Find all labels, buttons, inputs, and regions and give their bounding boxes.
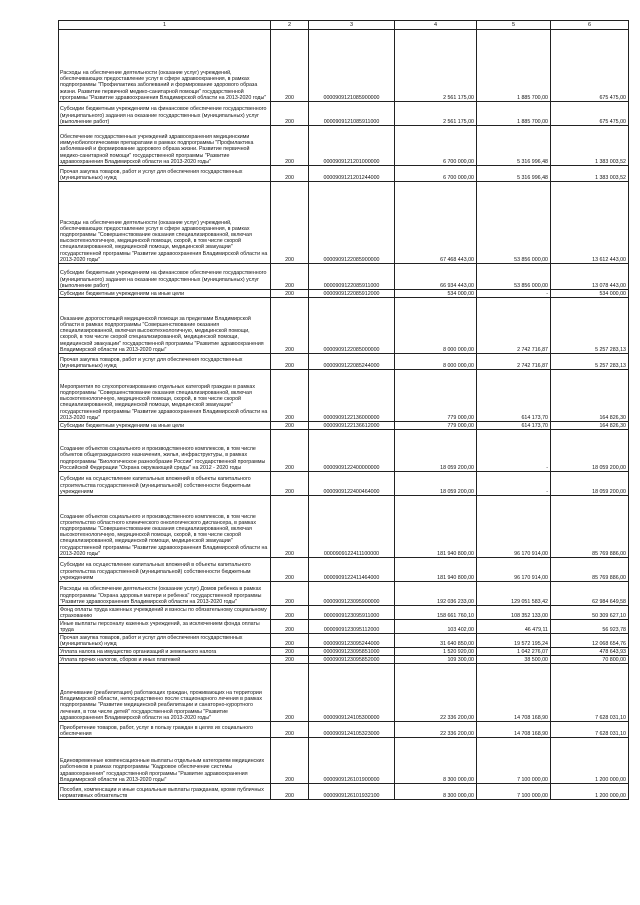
row-description: Расходы на обеспечение деятельности (оказание услуг) учреждений, обеспечивающих предоставление услуг в сфере здравоохранения, в рамках подпрограммы "Совершенствование оказания специализированной, включая высокотехнологичную, медицинской помощи, скорой, в том числе скорой специализированной, медицинской помощи, медицинской эвакуации" государственной программы "Развитие здравоохранения Владимирской области на 2013-2020 годы"	[59, 182, 271, 264]
row-unexecuted-amount: 164 826,30	[551, 422, 629, 430]
row-budget-classification-code: 0000909126101900000	[309, 738, 395, 784]
row-description: Прочая закупка товаров, работ и услуг для обеспечения государственных (муниципальных) нужд	[59, 634, 271, 648]
table-row	[59, 634, 629, 648]
row-budget-classification-code: 0000909123095244000	[309, 634, 395, 648]
table-row	[59, 30, 629, 102]
row-unexecuted-amount: 5 257 283,13	[551, 298, 629, 354]
table-row	[59, 496, 629, 558]
row-code-line: 200	[271, 634, 309, 648]
table-row	[59, 558, 629, 582]
table-row	[59, 722, 629, 738]
row-budget-classification-code: 0000909123095911000	[309, 606, 395, 620]
row-unexecuted-amount: 534 000,00	[551, 290, 629, 298]
row-executed-amount: 614 173,70	[477, 422, 551, 430]
row-description: Субсидии на осуществление капитальных вложений в объекты капитального строительства государственной (муниципальной) собственности бюджетным учреждениям	[59, 558, 271, 582]
row-approved-amount: 158 661 760,10	[395, 606, 477, 620]
row-executed-amount: 53 856 000,00	[477, 182, 551, 264]
row-description: Субсидии бюджетным учреждениям на иные цели	[59, 290, 271, 298]
row-approved-amount: 181 940 800,00	[395, 558, 477, 582]
header-cell-6: 6	[551, 21, 629, 30]
row-code-line: 200	[271, 620, 309, 634]
row-approved-amount: 192 036 233,00	[395, 582, 477, 606]
table-row	[59, 620, 629, 634]
row-budget-classification-code: 0000909124105323000	[309, 722, 395, 738]
table-row	[59, 126, 629, 166]
row-executed-amount: 2 742 716,87	[477, 298, 551, 354]
row-executed-amount: 1 042 276,07	[477, 648, 551, 656]
row-code-line: 200	[271, 648, 309, 656]
row-executed-amount: -	[477, 290, 551, 298]
row-approved-amount: 67 468 443,00	[395, 182, 477, 264]
row-executed-amount: 7 100 000,00	[477, 738, 551, 784]
row-budget-classification-code: 0000909123095112000	[309, 620, 395, 634]
row-executed-amount: 614 173,70	[477, 370, 551, 422]
row-approved-amount: 2 561 175,00	[395, 102, 477, 126]
row-approved-amount: 2 561 175,00	[395, 30, 477, 102]
row-unexecuted-amount: 1 200 000,00	[551, 784, 629, 800]
row-budget-classification-code: 0000909122085900000	[309, 182, 395, 264]
row-approved-amount: 31 640 850,00	[395, 634, 477, 648]
row-budget-classification-code: 0000909121085911000	[309, 102, 395, 126]
row-code-line: 200	[271, 166, 309, 182]
row-code-line: 200	[271, 472, 309, 496]
row-description: Субсидии бюджетным учреждениям на финансовое обеспечение государственного (муниципального) задания на оказание государственных (муниципальных) услуг (выполнение работ)	[59, 102, 271, 126]
row-code-line: 200	[271, 182, 309, 264]
table-row	[59, 182, 629, 264]
row-approved-amount: 534 000,00	[395, 290, 477, 298]
table-row	[59, 648, 629, 656]
table-row	[59, 472, 629, 496]
row-approved-amount: 109 300,00	[395, 656, 477, 664]
row-budget-classification-code: 0000909122085000000	[309, 298, 395, 354]
row-executed-amount: 38 500,00	[477, 656, 551, 664]
row-unexecuted-amount: 675 475,00	[551, 102, 629, 126]
row-approved-amount: 18 059 200,00	[395, 430, 477, 472]
row-budget-classification-code: 0000909121201244000	[309, 166, 395, 182]
row-description: Иные выплаты персоналу казенных учреждений, за исключением фонда оплаты труда	[59, 620, 271, 634]
row-description: Уплата налога на имущество организаций и земельного налога	[59, 648, 271, 656]
row-budget-classification-code: 0000909121085900000	[309, 30, 395, 102]
row-code-line: 200	[271, 722, 309, 738]
row-description: Долечивание (реабилитация) работающих граждан, проживающих на территории Владимирской области, непосредственно после стационарного лечения в рамках подпрограммы "Развитие медицинской реабилитации и санаторно-курортного лечения, в том числе детей" государственной программы "Развитие здравоохранения Владимирской области на 2013-2020 годы"	[59, 664, 271, 722]
row-unexecuted-amount: 7 628 031,10	[551, 722, 629, 738]
row-unexecuted-amount: 1 200 000,00	[551, 738, 629, 784]
table-row	[59, 264, 629, 290]
row-approved-amount: 8 300 000,00	[395, 784, 477, 800]
row-unexecuted-amount: 18 059 200,00	[551, 472, 629, 496]
row-executed-amount: 46 479,11	[477, 620, 551, 634]
row-code-line: 200	[271, 656, 309, 664]
table-body	[59, 21, 629, 800]
row-budget-classification-code: 0000909122411464000	[309, 558, 395, 582]
row-executed-amount: 5 316 996,48	[477, 166, 551, 182]
table-row	[59, 656, 629, 664]
row-unexecuted-amount: 50 309 627,10	[551, 606, 629, 620]
row-description: Прочая закупка товаров, работ и услуг для обеспечения государственных (муниципальных) нужд	[59, 354, 271, 370]
row-budget-classification-code: 0000909123095852000	[309, 656, 395, 664]
table-row	[59, 354, 629, 370]
row-code-line: 200	[271, 370, 309, 422]
row-unexecuted-amount: 62 984 649,58	[551, 582, 629, 606]
row-approved-amount: 18 059 200,00	[395, 472, 477, 496]
row-budget-classification-code: 0000909122085912000	[309, 290, 395, 298]
row-approved-amount: 8 000 000,00	[395, 354, 477, 370]
row-budget-classification-code: 0000909122400464000	[309, 472, 395, 496]
row-executed-amount: 1 885 700,00	[477, 30, 551, 102]
row-description: Субсидии на осуществление капитальных вложений в объекты капитального строительства государственной (муниципальной) собственности бюджетным учреждениям	[59, 472, 271, 496]
row-unexecuted-amount: 164 826,30	[551, 370, 629, 422]
row-description: Мероприятия по слухопротезированию отдельных категорий граждан в рамках подпрограммы "Совершенствование оказания специализированной, включая высокотехнологичную, медицинской помощи, скорой, в том числе скорой специализированной, медицинской помощи, медицинской эвакуации" государственной программы "Развитие здравоохранения Владимирской области на 2013-2020 годы"	[59, 370, 271, 422]
row-budget-classification-code: 0000909122411100000	[309, 496, 395, 558]
header-cell-3: 3	[309, 21, 395, 30]
row-executed-amount: 53 856 000,00	[477, 264, 551, 290]
row-approved-amount: 8 000 000,00	[395, 298, 477, 354]
header-cell-2: 2	[271, 21, 309, 30]
row-executed-amount: 108 352 133,00	[477, 606, 551, 620]
row-code-line: 200	[271, 102, 309, 126]
row-approved-amount: 6 700 000,00	[395, 126, 477, 166]
row-unexecuted-amount: 85 769 886,00	[551, 496, 629, 558]
row-code-line: 200	[271, 290, 309, 298]
row-approved-amount: 779 000,00	[395, 370, 477, 422]
row-description: Единовременные компенсационные выплаты отдельным категориям медицинских работников в рамках подпрограммы "Кадровое обеспечение системы здравоохранения" государственной программы "Развитие здравоохранения Владимирской области на 2013-2020 годы"	[59, 738, 271, 784]
row-budget-classification-code: 0000909122136000000	[309, 370, 395, 422]
row-budget-classification-code: 0000909126101932100	[309, 784, 395, 800]
table-row	[59, 430, 629, 472]
row-approved-amount: 22 336 200,00	[395, 722, 477, 738]
row-description: Приобретение товаров, работ, услуг в пользу граждан в целях их социального обеспечения	[59, 722, 271, 738]
row-description: Субсидии бюджетным учреждениям на финансовое обеспечение государственного (муниципального) задания на оказание государственных (муниципальных) услуг (выполнение работ)	[59, 264, 271, 290]
table-row	[59, 784, 629, 800]
row-code-line: 200	[271, 496, 309, 558]
row-code-line: 200	[271, 738, 309, 784]
row-executed-amount: 5 316 996,48	[477, 126, 551, 166]
header-cell-4: 4	[395, 21, 477, 30]
row-description: Создание объектов социального и производственного комплексов, в том числе объектов общегражданского назначения, жилья, инфраструктуры, в рамках подпрограммы "Биологическое разнообразие России" государственной программы Российской Федерации "Охрана окружающей среды" на 2012 - 2020 годы	[59, 430, 271, 472]
budget-report-page	[58, 20, 628, 800]
row-unexecuted-amount: 1 383 003,52	[551, 166, 629, 182]
row-budget-classification-code: 0000909122085244000	[309, 354, 395, 370]
row-executed-amount: 96 170 914,00	[477, 496, 551, 558]
row-executed-amount: 129 051 583,42	[477, 582, 551, 606]
row-approved-amount: 779 000,00	[395, 422, 477, 430]
header-cell-1: 1	[59, 21, 271, 30]
row-code-line: 200	[271, 422, 309, 430]
row-executed-amount: 14 708 168,90	[477, 722, 551, 738]
column-number-header-row	[59, 21, 629, 30]
row-approved-amount: 6 700 000,00	[395, 166, 477, 182]
row-unexecuted-amount: 85 769 886,00	[551, 558, 629, 582]
row-executed-amount: 7 100 000,00	[477, 784, 551, 800]
table-row	[59, 606, 629, 620]
row-executed-amount: 14 708 168,90	[477, 664, 551, 722]
row-executed-amount: 2 742 716,87	[477, 354, 551, 370]
row-approved-amount: 181 940 800,00	[395, 496, 477, 558]
row-code-line: 200	[271, 298, 309, 354]
row-description: Обеспечение государственных учреждений здравоохранения медицинскими иммунобиологическими препаратами в рамках подпрограммы "Профилактика заболеваний и формирование здорового образа жизни. Развитие первичной медико-санитарной помощи" государственной программы "Развитие здравоохранения Владимирской области на 2013-2020 годы"	[59, 126, 271, 166]
row-code-line: 200	[271, 126, 309, 166]
row-unexecuted-amount: 1 383 003,52	[551, 126, 629, 166]
table-row	[59, 166, 629, 182]
row-unexecuted-amount: 5 257 283,13	[551, 354, 629, 370]
row-code-line: 200	[271, 264, 309, 290]
row-code-line: 200	[271, 606, 309, 620]
row-code-line: 200	[271, 582, 309, 606]
row-description: Создание объектов социального и производственного комплексов, в том числе строительство областного клинического онкологического диспансера, в рамках подпрограммы "Совершенствование оказания специализированной, включая высокотехнологичную, медицинской помощи, скорой, в том числе скорой специализированной, медицинской помощи, медицинской эвакуации" государственной программы "Развитие здравоохранения Владимирской области на 2013-2020 годы"	[59, 496, 271, 558]
row-executed-amount: 1 885 700,00	[477, 102, 551, 126]
row-unexecuted-amount: 18 059 200,00	[551, 430, 629, 472]
table-row	[59, 582, 629, 606]
row-budget-classification-code: 0000909121201000000	[309, 126, 395, 166]
row-approved-amount: 103 402,00	[395, 620, 477, 634]
row-approved-amount: 8 300 000,00	[395, 738, 477, 784]
row-code-line: 200	[271, 558, 309, 582]
row-description: Фонд оплаты труда казенных учреждений и взносы по обязательному социальному страхованию	[59, 606, 271, 620]
row-unexecuted-amount: 13 612 443,00	[551, 182, 629, 264]
row-unexecuted-amount: 12 068 654,76	[551, 634, 629, 648]
row-unexecuted-amount: 478 643,93	[551, 648, 629, 656]
table-row	[59, 102, 629, 126]
row-unexecuted-amount: 7 628 031,10	[551, 664, 629, 722]
row-description: Субсидии бюджетным учреждениям на иные цели	[59, 422, 271, 430]
row-unexecuted-amount: 56 923,78	[551, 620, 629, 634]
row-executed-amount: -	[477, 472, 551, 496]
row-code-line: 200	[271, 354, 309, 370]
row-budget-classification-code: 0000909123095900000	[309, 582, 395, 606]
row-description: Уплата прочих налогов, сборов и иных платежей	[59, 656, 271, 664]
row-code-line: 200	[271, 430, 309, 472]
row-description: Прочая закупка товаров, работ и услуг для обеспечения государственных (муниципальных) нужд	[59, 166, 271, 182]
table-row	[59, 738, 629, 784]
row-approved-amount: 22 336 200,00	[395, 664, 477, 722]
header-cell-5: 5	[477, 21, 551, 30]
row-description: Расходы на обеспечение деятельности (оказание услуг) учреждений, обеспечивающих предоставление услуг в сфере здравоохранения, в рамках подпрограммы "Профилактика заболеваний и формирование здорового образа жизни. Развитие первичной медико-санитарной помощи" государственной программы "Развитие здравоохранения Владимирской области на 2013-2020 годы"	[59, 30, 271, 102]
row-budget-classification-code: 0000909123095851000	[309, 648, 395, 656]
row-unexecuted-amount: 70 800,00	[551, 656, 629, 664]
row-description: Оказание дорогостоящей медицинской помощи за пределами Владимирской области в рамках подпрограммы "Совершенствование оказания специализированной, включая высокотехнологичную, медицинской помощи, скорой, в том числе скорой специализированной, медицинской помощи, медицинской эвакуации" государственной программы "Развитие здравоохранения Владимирской области на 2013-2020 годы"	[59, 298, 271, 354]
row-description: Пособия, компенсации и иные социальные выплаты гражданам, кроме публичных нормативных обязательств	[59, 784, 271, 800]
row-code-line: 200	[271, 784, 309, 800]
row-code-line: 200	[271, 664, 309, 722]
row-description: Расходы на обеспечение деятельности (оказание услуг) Домов ребенка в рамках подпрограммы "Охрана здоровья матери и ребенка" государственной программы "Развитие здравоохранения Владимирской области на 2013-2020 годы"	[59, 582, 271, 606]
table-row	[59, 290, 629, 298]
row-unexecuted-amount: 13 078 443,00	[551, 264, 629, 290]
row-executed-amount: -	[477, 430, 551, 472]
table-row	[59, 664, 629, 722]
row-executed-amount: 19 572 195,24	[477, 634, 551, 648]
table-row	[59, 422, 629, 430]
row-executed-amount: 96 170 914,00	[477, 558, 551, 582]
row-approved-amount: 66 934 443,00	[395, 264, 477, 290]
row-approved-amount: 1 520 920,00	[395, 648, 477, 656]
row-budget-classification-code: 0000909122400000000	[309, 430, 395, 472]
row-budget-classification-code: 0000909122085911000	[309, 264, 395, 290]
table-row	[59, 298, 629, 354]
row-unexecuted-amount: 675 475,00	[551, 30, 629, 102]
budget-execution-table	[58, 20, 629, 800]
row-budget-classification-code: 0000909122136612000	[309, 422, 395, 430]
row-code-line: 200	[271, 30, 309, 102]
table-row	[59, 370, 629, 422]
row-budget-classification-code: 0000909124105300000	[309, 664, 395, 722]
